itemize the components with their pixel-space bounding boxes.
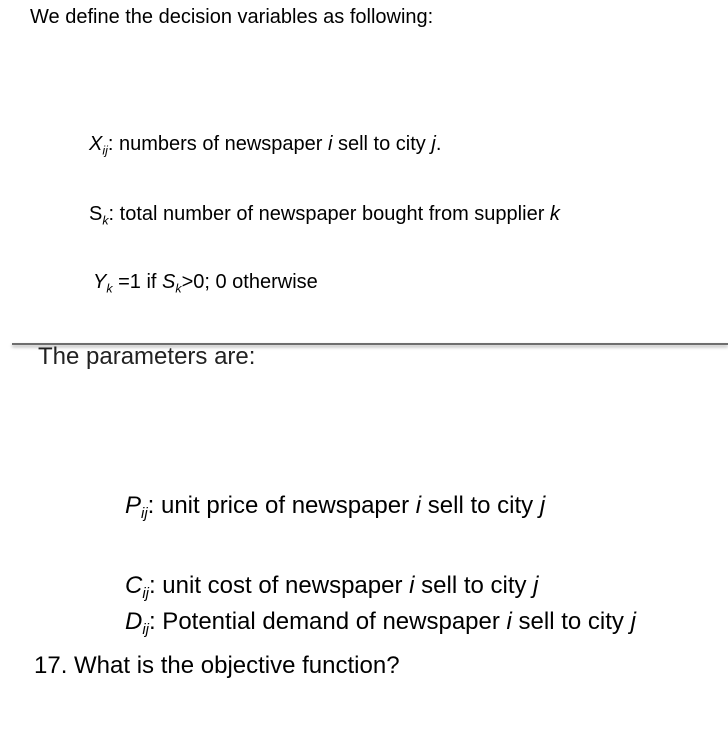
- parameter-p-text-b: sell to city: [421, 492, 540, 519]
- variable-y-text-b: >0; 0 otherwise: [181, 271, 318, 293]
- variable-x-text-c: .: [435, 133, 442, 155]
- parameter-c-index-j: j: [533, 572, 539, 599]
- parameter-d-subscript: ij: [142, 622, 149, 639]
- variable-s-index-k: k: [549, 203, 560, 225]
- parameter-c-text-b: sell to city: [414, 572, 534, 599]
- parameter-p-text-a: : unit price of newspaper: [147, 492, 416, 519]
- parameter-d-index-i: i: [506, 608, 512, 635]
- parameters-panel: [0, 344, 728, 743]
- parameter-p-subscript: ij: [141, 506, 148, 523]
- variable-x: [89, 133, 441, 156]
- variable-s-subscript: k: [102, 213, 109, 228]
- parameter-p-index-j: j: [539, 492, 546, 519]
- variable-y-symbol-s: S: [162, 271, 176, 293]
- variable-x-text-b: sell to city: [332, 133, 432, 155]
- variable-y-symbol: Y: [93, 271, 107, 293]
- variable-s: [89, 203, 560, 226]
- variable-y: [93, 271, 318, 294]
- variable-y-text-a: =1 if: [112, 271, 163, 293]
- variable-s-text-a: : total number of newspaper bought from supplier: [108, 203, 550, 225]
- parameter-p-symbol: P: [125, 492, 142, 519]
- parameter-d-index-j: j: [630, 608, 636, 635]
- variables-heading: We define the decision variables as following:: [30, 6, 434, 28]
- parameter-c-symbol: C: [125, 572, 143, 599]
- parameter-p: [125, 492, 546, 523]
- variable-y-subscript: k: [106, 281, 113, 296]
- variable-x-index-i: i: [327, 133, 333, 155]
- variable-x-text-a: : numbers of newspaper: [107, 133, 328, 155]
- parameter-d-text-a: : Potential demand of newspaper: [148, 608, 507, 635]
- parameter-c-index-i: i: [409, 572, 415, 599]
- parameter-c: [125, 572, 539, 603]
- variable-y-subscript-k: k: [175, 281, 182, 296]
- variable-s-symbol: S: [89, 203, 103, 225]
- variable-x-index-j: j: [431, 133, 436, 155]
- question-text: 17. What is the objective function?: [34, 652, 400, 679]
- parameters-heading: The parameters are:: [38, 343, 256, 370]
- variable-x-subscript: ij: [102, 143, 108, 158]
- variable-x-symbol: X: [89, 133, 103, 155]
- parameter-c-text-a: : unit cost of newspaper: [148, 572, 410, 599]
- parameter-d-text-b: sell to city: [511, 608, 631, 635]
- parameter-p-index-i: i: [415, 492, 422, 519]
- parameter-d: [125, 608, 636, 639]
- decision-variables-panel: [0, 0, 728, 344]
- parameter-d-symbol: D: [125, 608, 143, 635]
- parameter-c-subscript: ij: [142, 586, 149, 603]
